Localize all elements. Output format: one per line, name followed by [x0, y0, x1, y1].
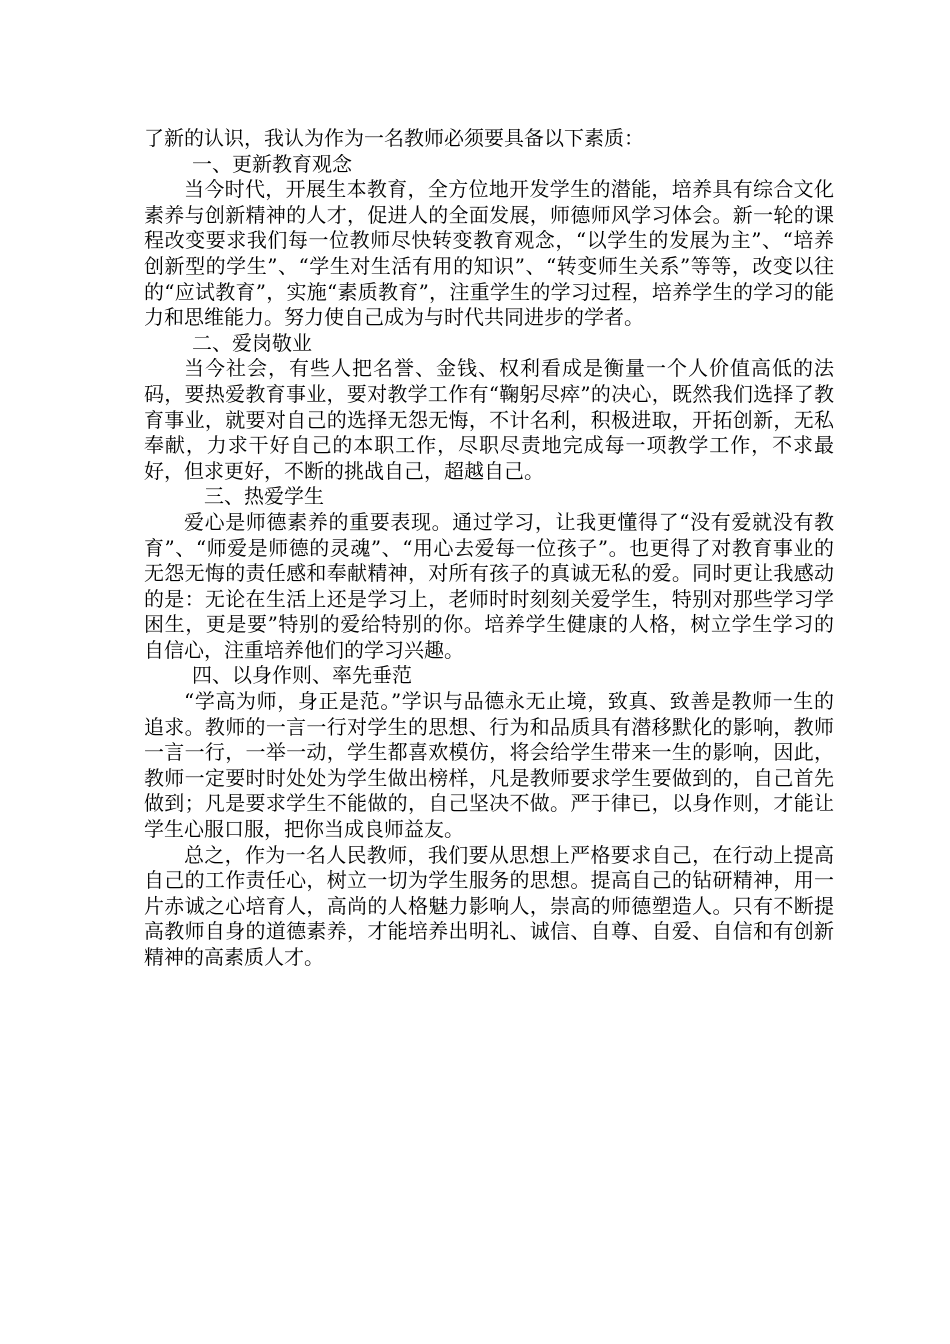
conclusion-paragraph: 总之，作为一名人民教师，我们要从思想上严格要求自己，在行动上提高自己的工作责任心，树立一切为学生服务的思想。提高自己的钻研精神，用一片赤诚之心培育人，高尚的人格魅力影响人，崇高的师德塑造人。只有不断提高教师自身的道德素养，才能培养出明礼、诚信、自尊、自爱、自信和有创新精神的高素质人才。 — [144, 842, 834, 969]
section-heading-4: 四、以身作则、率先垂范 — [192, 663, 412, 688]
section-body-4: “学高为师，身正是范。”学识与品德永无止境，致真、致善是教师一生的追求。教师的一言一行对学生的思想、行为和品质具有潜移默化的影响，教师一言一行，一举一动，学生都喜欢模仿，将会给学生带来一生的影响，因此，教师一定要时时处处为学生做出榜样，凡是教师要求学生要做到的，自己首先做到；凡是要求学生不能做的，自己坚决不做。严于律已，以身作则，才能让学生心服口服，把你当成良师益友。 — [144, 689, 834, 842]
document-body — [144, 126, 834, 971]
section-body-3: 爱心是师德素养的重要表现。通过学习，让我更懂得了“没有爱就没有教育”、“师爱是师德的灵魂”、“用心去爱每一位孩子”。也更得了对教育事业的无怨无悔的责任感和奉献精神，对所有孩子的真诚无私的爱。同时更让我感动的是：无论在生活上还是学习上，老师时时刻刻关爱学生，特别对那些学习学困生，更是要”特别的爱给特别的你。培养学生健康的人格，树立学生学习的自信心，注重培养他们的学习兴趣。 — [144, 509, 834, 662]
section-body-1: 当今时代，开展生本教育，全方位地开发学生的潜能，培养具有综合文化素养与创新精神的人才，促进人的全面发展，师德师风学习体会。新一轮的课程改变要求我们每一位教师尽快转变教育观念，“以学生的发展为主”、“培养创新型的学生”、“学生对生活有用的知识”、“转变师生关系”等等，改变以往的“应试教育”，实施“素质教育”，注重学生的学习过程，培养学生的学习的能力和思维能力。努力使自己成为与时代共同进步的学者。 — [144, 177, 834, 330]
section-heading-3: 三、热爱学生 — [204, 484, 324, 509]
section-heading-1: 一、更新教育观念 — [192, 151, 352, 176]
intro-paragraph: 了新的认识，我认为作为一名教师必须要具备以下素质： — [144, 126, 644, 150]
section-body-2: 当今社会，有些人把名誉、金钱、权利看成是衡量一个人价值高低的法码，要热爱教育事业，要对教学工作有“鞠躬尽瘁”的决心，既然我们选择了教育事业，就要对自己的选择无怨无悔，不计名利，积极进取，开拓创新，无私奉献，力求干好自己的本职工作，尽职尽责地完成每一项教学工作，不求最好，但求更好，不断的挑战自己，超越自己。 — [144, 356, 834, 483]
section-heading-2: 二、爱岗敬业 — [192, 330, 312, 355]
